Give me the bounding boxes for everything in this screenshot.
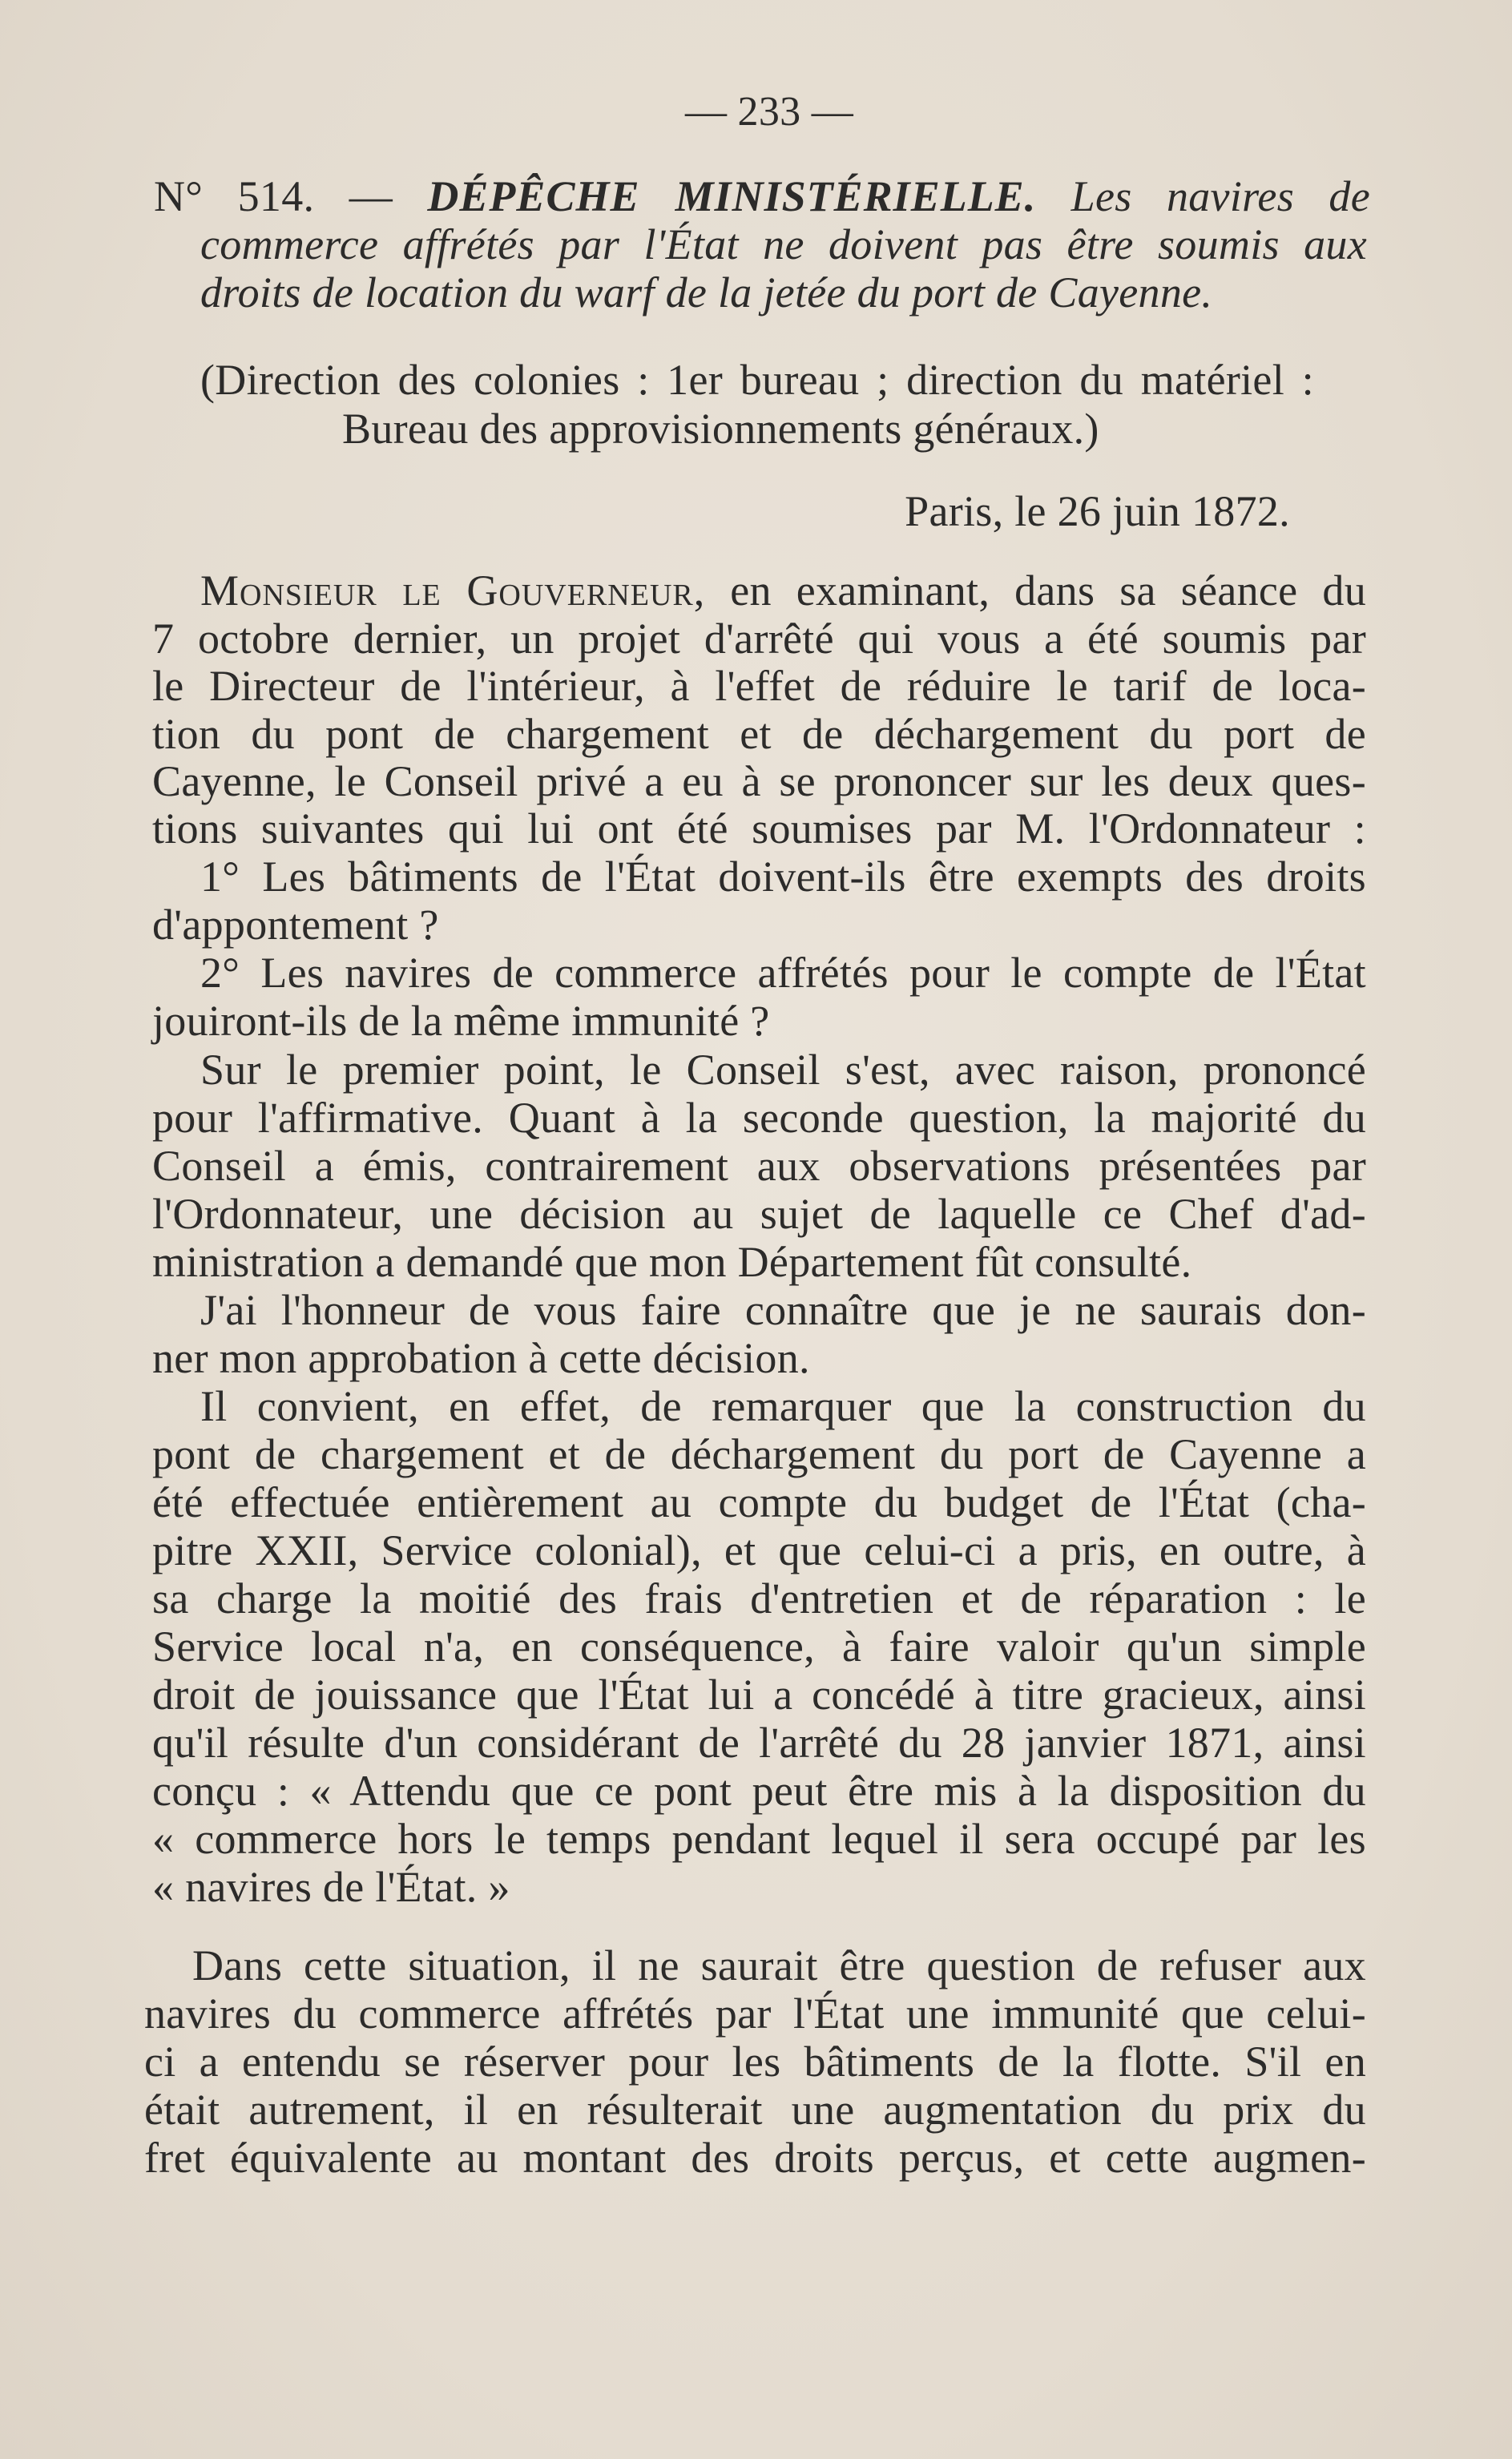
body-line: ministration a demandé que mon Département fût consulté. bbox=[152, 1238, 1192, 1286]
body-line: qu'il résulte d'un considérant de l'arrêté du 28 janvier 1871, ainsi bbox=[152, 1719, 1366, 1767]
body-line: était autrement, il en résulterait une augmentation du prix du bbox=[144, 2086, 1366, 2134]
body-line: Service local n'a, en conséquence, à faire valoir qu'un simple bbox=[152, 1623, 1366, 1671]
body-line: Sur le premier point, le Conseil s'est, avec raison, prononcé bbox=[200, 1046, 1366, 1094]
body-line: sa charge la moitié des frais d'entretien et de réparation : le bbox=[152, 1574, 1366, 1623]
body-line: jouiront-ils de la même immunité ? bbox=[152, 997, 770, 1045]
body-line: d'appontement ? bbox=[152, 901, 439, 949]
body-line: 7 octobre dernier, un projet d'arrêté qui vous a été soumis par bbox=[152, 615, 1366, 663]
body-line: Il convient, en effet, de remarquer que la construction du bbox=[200, 1382, 1366, 1430]
heading-summary-line: droits de location du warf de la jetée du port de Cayenne. bbox=[200, 268, 1213, 316]
page-number: — 233 — bbox=[684, 89, 854, 135]
body-line: conçu : « Attendu que ce pont peut être mis à la disposition du bbox=[152, 1767, 1366, 1815]
body-line: « commerce hors le temps pendant lequel il sera occupé par les bbox=[152, 1815, 1366, 1863]
body-line: ner mon approbation à cette décision. bbox=[152, 1334, 810, 1382]
direction-line: Bureau des approvisionnements généraux.) bbox=[342, 405, 1099, 453]
body-line: le Directeur de l'intérieur, à l'effet de réduire le tarif de loca- bbox=[152, 662, 1366, 710]
direction-line: (Direction des colonies : 1er bureau ; direction du matériel : bbox=[200, 356, 1314, 404]
body-line: droit de jouissance que l'État lui a concédé à titre gracieux, ainsi bbox=[152, 1671, 1366, 1719]
body-line: Conseil a émis, contrairement aux observations présentées par bbox=[152, 1142, 1366, 1190]
body-line: navires du commerce affrétés par l'État une immunité que celui- bbox=[144, 1989, 1366, 2038]
body-line: 1° Les bâtiments de l'État doivent-ils être exempts des droits bbox=[200, 853, 1366, 901]
heading-line-1 bbox=[154, 172, 1370, 220]
body-line: l'Ordonnateur, une décision au sujet de laquelle ce Chef d'ad- bbox=[152, 1190, 1366, 1238]
salutation: Monsieur le Gouverneur, bbox=[200, 566, 706, 615]
body-line: J'ai l'honneur de vous faire connaître que je ne saurais don- bbox=[200, 1286, 1366, 1334]
heading-title: DÉPÊCHE MINISTÉRIELLE. bbox=[427, 172, 1037, 220]
heading-summary-line: commerce affrétés par l'État ne doivent pas être soumis aux bbox=[200, 220, 1367, 268]
body-line: été effectuée entièrement au compte du budget de l'État (cha- bbox=[152, 1478, 1366, 1526]
body-line: tion du pont de chargement et de déchargement du port de bbox=[152, 710, 1366, 758]
body-line: pont de chargement et de déchargement du port de Cayenne a bbox=[152, 1430, 1366, 1478]
body-text: en examinant, dans sa séance du bbox=[705, 566, 1366, 615]
body-line: Dans cette situation, il ne saurait être question de refuser aux bbox=[192, 1941, 1366, 1989]
heading-number: N° 514. — bbox=[154, 172, 428, 220]
body-line: pitre XXII, Service colonial), et que celui-ci a pris, en outre, à bbox=[152, 1526, 1366, 1574]
body-line: Cayenne, le Conseil privé a eu à se prononcer sur les deux ques- bbox=[152, 757, 1366, 805]
body-line: ci a entendu se réserver pour les bâtiments de la flotte. S'il en bbox=[144, 2038, 1366, 2086]
body-line bbox=[200, 566, 1366, 615]
body-line: « navires de l'État. » bbox=[152, 1863, 510, 1911]
body-line: tions suivantes qui lui ont été soumises par M. l'Ordonnateur : bbox=[152, 804, 1366, 853]
body-line: fret équivalente au montant des droits perçus, et cette augmen- bbox=[144, 2134, 1366, 2182]
body-line: pour l'affirmative. Quant à la seconde question, la majorité du bbox=[152, 1094, 1366, 1142]
heading-summary-start: Les navires de bbox=[1070, 172, 1370, 220]
body-line: 2° Les navires de commerce affrétés pour le compte de l'État bbox=[200, 949, 1366, 997]
dateline: Paris, le 26 juin 1872. bbox=[905, 487, 1290, 535]
